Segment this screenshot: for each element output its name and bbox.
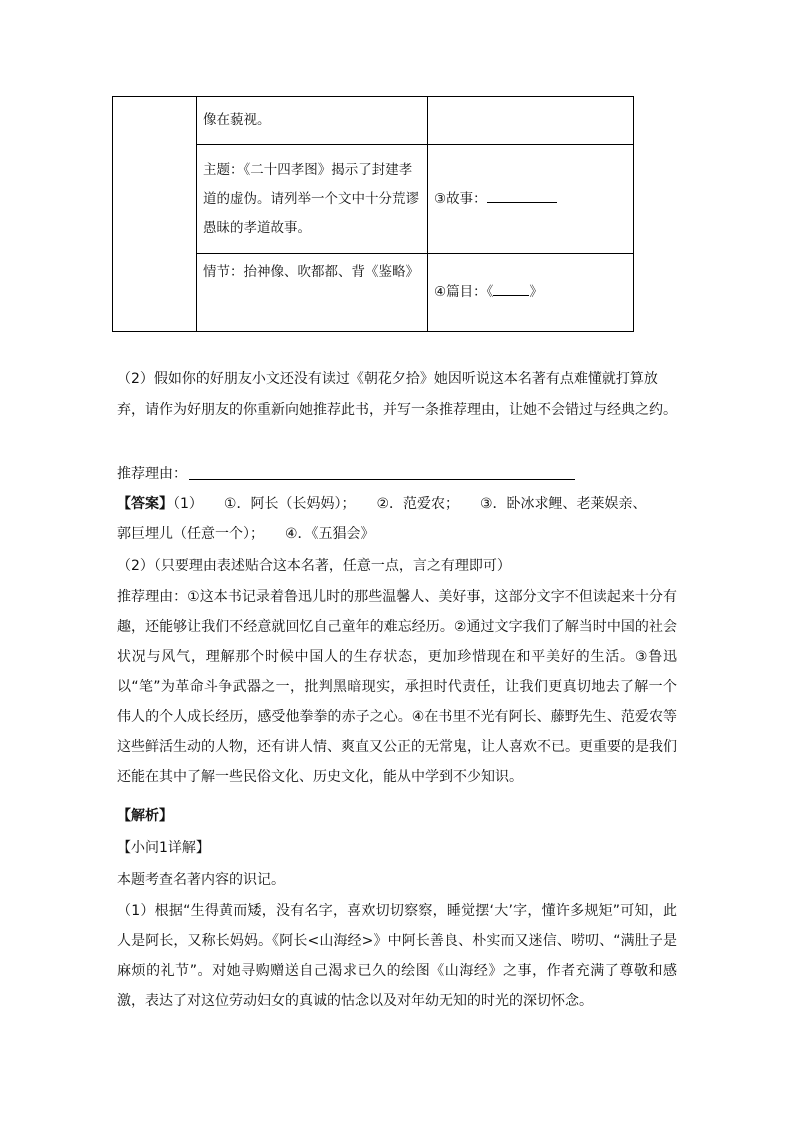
story-blank [487,188,557,203]
question2-line2: 弃，请作为好朋友的你重新向她推荐此书，并写一条推荐理由，让她不会错过与经典之约。 [117,402,677,418]
answer-line3: （2）（只要理由表述贴合这本名著，任意一点，言之有理即可） [117,558,511,574]
answer-reason-paragraph: 推荐理由：①这本书记录着鲁迅儿时的那些温馨人、美好事，这部分文字不但读起来十分有趣，还能够让我们不经意就回忆自己童年的难忘经历。②通过文字我们了解当时中国的社会状况与风气，理解那个时候中国人的生存状态，更加珍惜现在和平美好的生活。③鲁迅以“笔”为革命斗争武器之一，批判黑暗现实，承担时代责任，让我们更真切地去了解一个伟人的个人成长经历，感受他拳拳的赤子之心。④在书里不光有阿长、藤野先生、范爱农等这些鲜活生动的人物，还有讲人情、爽直又公正的无常鬼，让人喜欢不已。更重要的是我们还能在其中了解一些民俗文化、历史文化，能从中学到不少知识。 [117,589,677,785]
analysis-subheading: 【小问1详解】 [117,840,210,856]
chapter-blank [493,281,529,296]
answer-line1 [117,494,647,514]
table-cell [428,97,634,145]
answer-heading: 【答案】 [117,496,173,512]
table-cell [428,254,634,332]
recommend-reason-blank [189,479,575,480]
story-label: ③故事： [434,190,487,207]
table-merged-cell [113,97,197,332]
analysis-body: （1）根据“生得黄而矮，没有名字，喜欢切切察察，睡觉摆‘大’字，懂许多规矩”可知，此人是阿长，又称长妈妈。《阿长<山海经>》中阿长善良、朴实而又迷信、唠叨、“满肚子是麻烦的礼节”。对她寻购赠送自己渴求已久的绘图《山海经》之事，作者充满了尊敬和感激，表达了对这位劳动妇女的真诚的怙念以及对年幼无知的时光的深切怀念。 [117,903,677,1009]
table-cell [428,145,634,254]
answer-line1-text: （1） ①．阿长（长妈妈）； ②．范爱农； ③．卧冰求鲤、老莱娱亲、 [173,496,647,512]
chapter-close-mark: 》 [529,284,543,300]
table-cell: 主题：《二十四孝图》揭示了封建孝道的虚伪。请列举一个文中十分荒谬愚昧的孝道故事。 [197,145,428,254]
answer-line2: 郭巨埋儿（任意一个）； ④．《五猖会》 [117,526,375,542]
chapter-label: ④篇目：《 [434,284,494,300]
question2-line1: （2）假如你的好朋友小文还没有读过《朝花夕拾》她因听说这本名著有点难懂就打算放 [117,371,658,387]
recommend-reason-label: 推荐理由： [117,466,187,482]
table-row [113,97,634,145]
analysis-heading: 【解析】 [117,808,173,824]
analysis-intro: 本题考查名著内容的识记。 [117,872,285,888]
table-cell: 情节：抬神像、吹都都、背《鉴略》 [197,254,428,332]
table-cell: 像在藐视。 [197,97,428,145]
answer-table [112,96,634,332]
